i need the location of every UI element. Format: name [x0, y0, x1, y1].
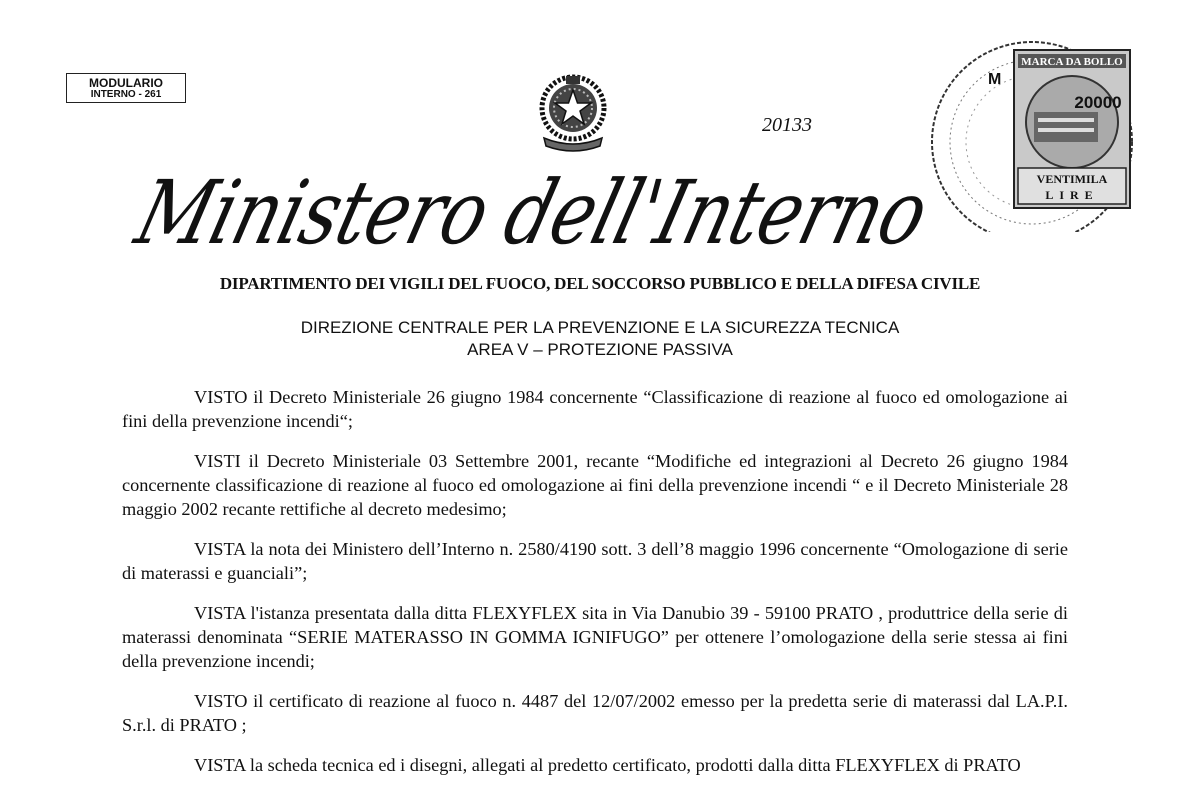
svg-text:LIRE: LIRE [1045, 188, 1099, 202]
paragraph-vista-nota: VISTA la nota dei Ministero dell’Interno n. 2580/4190 sott. 3 dell’8 maggio 1996 concernente “Omologazione di serie di materassi e guanciali”; [122, 539, 1068, 583]
italian-republic-emblem-icon [536, 70, 610, 156]
protocol-number: 20133 [762, 114, 812, 136]
seal-letter: M [988, 71, 1002, 88]
svg-text:VENTIMILA: VENTIMILA [1036, 172, 1108, 186]
form-code-line1: MODULARIO [89, 76, 163, 90]
paragraph-vista-scheda: VISTA la scheda tecnica ed i disegni, allegati al predetto certificato, prodotti dalla ditta FLEXYFLEX di PRATO [194, 755, 1021, 775]
revenue-stamp-icon [1014, 50, 1130, 208]
paragraph-visto-certificato: VISTO il certificato di reazione al fuoco n. 4487 del 12/07/2002 emesso per la predetta serie di materassi dal LA.P.I. S.r.l. di PRATO ; [122, 691, 1068, 735]
direction-line-2: AREA V – PROTEZIONE PASSIVA [467, 340, 733, 359]
official-stamp [922, 32, 1137, 232]
document-body [122, 385, 1068, 793]
direction-line-1: DIREZIONE CENTRALE PER LA PREVENZIONE E LA SICUREZZA TECNICA [300, 318, 900, 337]
paragraph-visti-dm-2001: VISTI il Decreto Ministeriale 03 Settembre 2001, recante “Modifiche ed integrazioni al Decreto 26 giugno 1984 concernente classificazione di reazione al fuoco ed omologazione ai fini della prevenzione incendi “ e il Decreto Ministeriale 28 maggio 2002 recante rettifiche al decreto medesimo; [122, 451, 1068, 519]
form-code-box [66, 73, 186, 103]
svg-text:20000: 20000 [1074, 93, 1122, 112]
direction-heading [0, 317, 1200, 361]
svg-text:MARCA DA BOLLO: MARCA DA BOLLO [1021, 56, 1123, 68]
department-heading: DIPARTIMENTO DEI VIGILI DEL FUOCO, DEL SOCCORSO PUBBLICO E DELLA DIFESA CIVILE [219, 274, 981, 293]
form-code-line2: INTERNO - 261 [90, 89, 162, 100]
paragraph-visto-dm-1984: VISTO il Decreto Ministeriale 26 giugno 1984 concernente “Classificazione di reazione al fuoco ed omologazione ai fini della prevenzione incendi“; [122, 387, 1068, 431]
paragraph-vista-istanza: VISTA l'istanza presentata dalla ditta FLEXYFLEX sita in Via Danubio 39 - 59100 PRATO , produttrice della serie di materassi denominata “SERIE MATERASSO IN GOMMA IGNIFUGO” per ottenere l’omologazione della serie stessa ai fini della prevenzione incendi; [122, 603, 1068, 671]
ministry-title: Ministero dell'Interno [126, 161, 938, 264]
